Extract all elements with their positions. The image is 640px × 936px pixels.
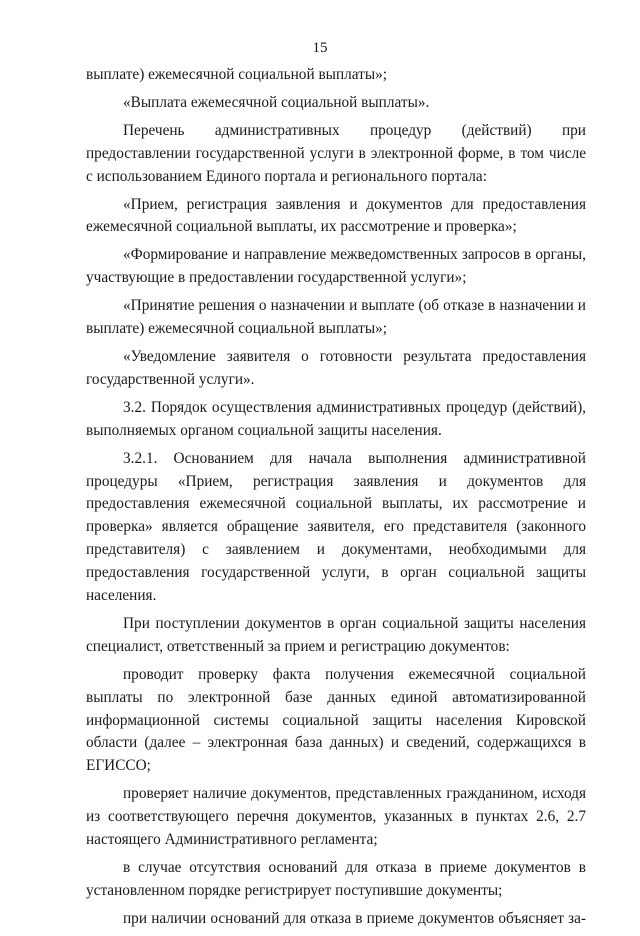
paragraph-6: «Принятие решения о назначении и выплате (об отказе в назначении и выплате) ежемесячной социальной выплаты»; bbox=[86, 297, 586, 338]
paragraph-5: «Формирование и направление межведомственных запросов в органы, участвующие в предоставлении государственной услуги»; bbox=[86, 246, 586, 287]
paragraph-13: в случае отсутствия оснований для отказа в приеме документов в установленном порядке регистрирует поступившие документы; bbox=[86, 859, 586, 899]
paragraph-2: «Выплата ежемесячной социальной выплаты». bbox=[123, 93, 430, 111]
paragraph-9: 3.2.1. Основанием для начала выполнения административной процедуры «Прием, регистрация заявления и документов для предоставления ежемесячной социальной выплаты, их рассмотрение и проверка» является обращение заявителя, его представителя (законного представителя) с заявлением и документами, необходимыми для предоставления государственной услуги, в орган социальной защиты населения. bbox=[86, 449, 586, 605]
paragraph-11: проводит проверку факта получения ежемесячной социальной выплаты по электронной базе данных единой автоматизированной информационной системы социальной защиты населения Кировской области (далее – электронная база данных) и сведений, содержащихся в ЕГИССО; bbox=[86, 665, 586, 775]
paragraph-8: 3.2. Порядок осуществления административных процедур (действий), выполняемых органом социальной защиты населения. bbox=[86, 398, 586, 439]
paragraph-14: при наличии оснований для отказа в приеме документов объясняет за- bbox=[123, 909, 586, 927]
document-body bbox=[86, 64, 586, 936]
paragraph-1: выплате) ежемесячной социальной выплаты»; bbox=[86, 66, 388, 83]
paragraph-12: проверяет наличие документов, представленных гражданином, исходя из соответствующего перечня документов, указанных в пунктах 2.6, 2.7 настоящего Административного регламента; bbox=[86, 785, 586, 849]
paragraph-7: «Уведомление заявителя о готовности результата предоставления государственной услуги». bbox=[86, 347, 586, 388]
paragraph-10: При поступлении документов в орган социальной защиты населения специалист, ответственный за прием и регистрацию документов: bbox=[86, 614, 586, 655]
paragraph-3: Перечень административных процедур (действий) при предоставлении государственной услуги в электронной форме, в том числе с использованием Единого портала и регионального портала: bbox=[86, 121, 586, 185]
paragraph-4: «Прием, регистрация заявления и документов для предоставления ежемесячной социальной выплаты, их рассмотрение и проверка»; bbox=[86, 195, 586, 236]
page-number: 15 bbox=[312, 40, 328, 56]
